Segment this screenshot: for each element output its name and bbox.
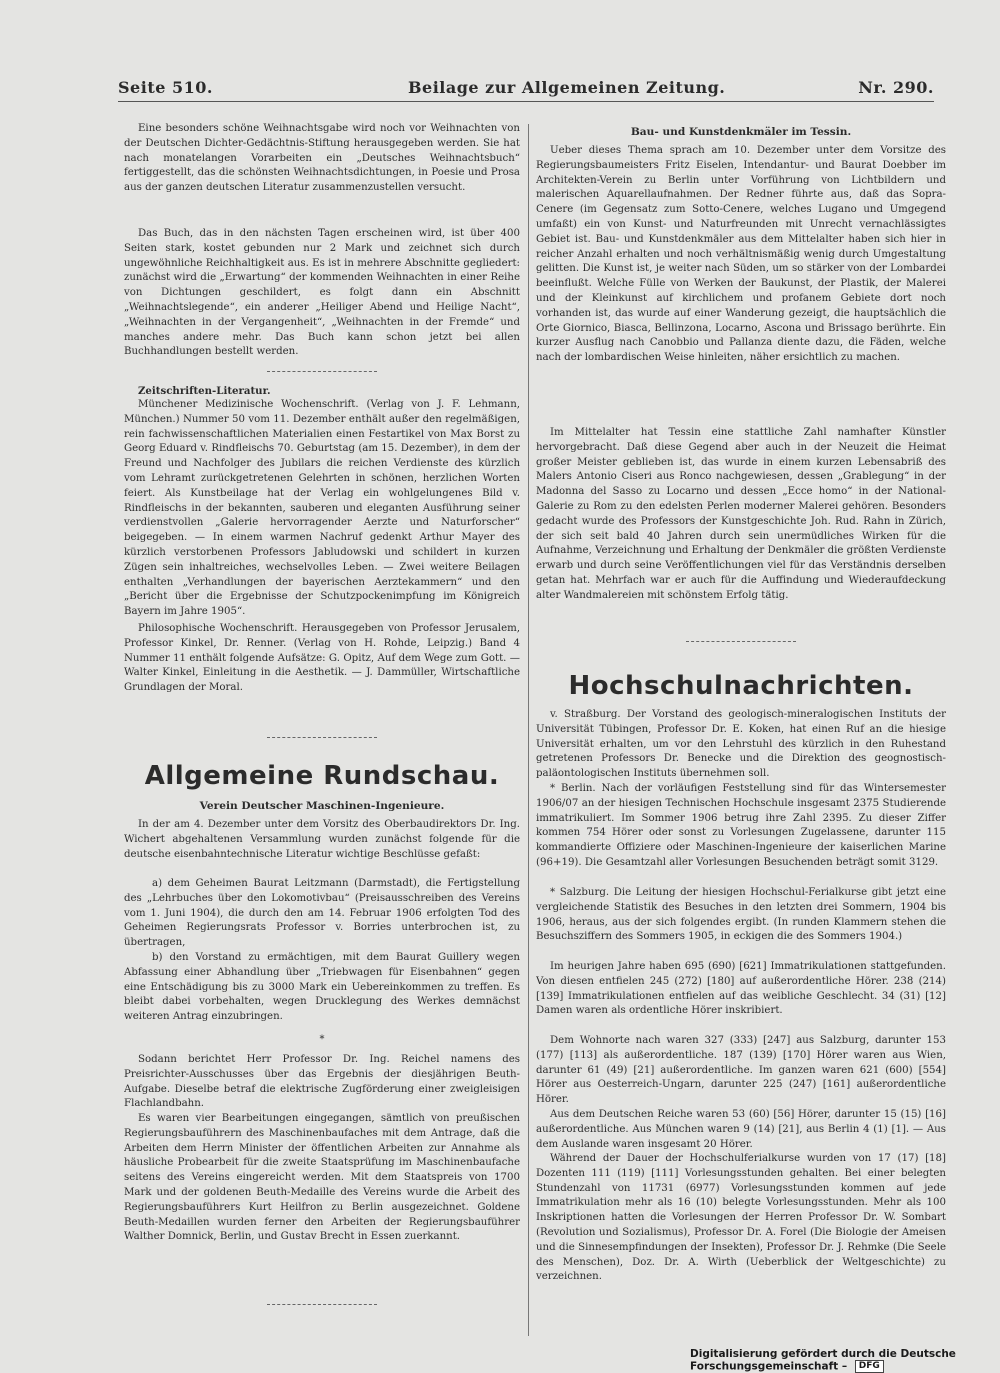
intro-paragraph-1: Eine besonders schöne Weihnachtsgabe wird noch vor Weihnachten von der Deutschen Dichter-Gedächtnis-Stiftung herausgegeben werden. Sie hat nach monatelangen Vorarbeiten ein „Deutsches Weihnachtsbuch“ fertiggestellt, das die schönsten Weihnachtsdichtungen, in Poesie und Prosa aus der ganzen deutschen Literatur zusammenzustellen versucht. bbox=[124, 123, 520, 194]
ornament-divider bbox=[124, 360, 520, 382]
intro-paragraph-2: Das Buch, das in den nächsten Tagen erscheinen wird, ist über 400 Seiten stark, kostet gebunden nur 2 Mark und zeichnet sich durch ungewöhnliche Reichhaltigkeit aus. Es ist in mehrere Abschnitte gegliedert: zunächst wird die „Erwartung“ der kommenden Weihnachten in einer Reihe von Dichtungen geschildert, es folgt dann ein Abschnitt „Weihnachtslegende“, ein anderer „Heiliger Abend und Heilige Nacht“, „Weihnachten in der Vergangenheit“, „Weihnachten in der Fremde“ und manches andere mehr. Das Buch kann schon jetzt bei allen Buchhandlungen bestellt werden. bbox=[124, 228, 520, 358]
ornament-divider-3 bbox=[124, 1293, 520, 1315]
right-column bbox=[536, 122, 946, 1286]
publication-title: Beilage zur Allgemeinen Zeitung. bbox=[408, 78, 726, 97]
separator-star: * bbox=[319, 1034, 325, 1045]
verein-paragraph-4: Sodann berichtet Herr Professor Dr. Ing. Reichel namens des Preisrichter-Ausschusses über das Ergebnis der diesjährigen Beuth-Aufgabe. Dieselbe betraf die elektrische Zugförderung einer zweigleisigen Flachlandbahn. bbox=[124, 1054, 520, 1110]
left-column bbox=[124, 122, 520, 1315]
kunst-paragraph-1: Ueber dieses Thema sprach am 10. Dezember unter dem Vorsitze des Regierungsbaumeisters Fritz Eiselen, Intendantur- und Baurat Doebber im Architekten-Verein zu Berlin unter Vorführung von Lichtbildern und malerischen Aquarellaufnahmen. Der Redner führte aus, daß das Sopra-Cenere (im Gegensatz zum Sotto-Cenere, welches Lugano und Umgegend umfaßt) ein von Kunst- und Naturfreunden mit Unrecht vernachlässigtes Gebiet ist. Bau- und Kunstdenkmäler aus dem Mittelalter haben sich hier in reicher Anzahl erhalten und noch verhältnismäßig wenig durch Umgestaltung gelitten. Die Kunst ist, je weiter nach Süden, um so stärker von der Lombardei beeinflußt. Welche Fülle von Werken der Baukunst, der Plastik, der Malerei und der Kleinkunst auf kirchlichem und profanem Gebiete dort noch vorhanden ist, das wurde auf einer Wanderung gezeigt, die hauptsächlich die Orte Giornico, Biasca, Bellinzona, Locarno, Ascona und Brissago berührte. Ein kurzer Ausflug nach Canobbio und Pallanza diente dazu, die Fäden, welche nach der lombardischen Weise hinleiten, näher ersichtlich zu machen. bbox=[536, 145, 946, 364]
column-divider bbox=[528, 124, 529, 1336]
zeitschriften-title: Zeitschriften-Literatur. bbox=[138, 385, 271, 397]
hochschul-heading: Hochschulnachrichten. bbox=[568, 671, 914, 701]
verein-paragraph-2: a) dem Geheimen Baurat Leitzmann (Darmstadt), die Fertigstellung des „Lehrbuches über den Lokomotivbau“ (Preisausschreiben des Vereins vom 1. Juni 1904), die durch den am 14. Februar 1906 erfolgten Tod des Geheimen Regierungsrats Professor v. Borries unterbrochen ist, zu übertragen, bbox=[124, 878, 520, 949]
verein-paragraph-5: Es waren vier Bearbeitungen eingegangen, sämtlich von preußischen Regierungsbauführern des Maschinenbaufaches mit dem Antrage, daß die Arbeiten dem Herrn Minister der öffentlichen Arbeiten zur Annahme als häusliche Probearbeit für die zweite Staatsprüfung im Maschinenbaufache seitens des Vereins eingereicht werden. Mit dem Staatspreis von 1700 Mark und der goldenen Beuth-Medaille des Vereins wurde die Arbeit des Regierungsbauführers Kurt Heilfron zu Berlin ausgezeichnet. Goldene Beuth-Medaillen wurden ferner den Arbeiten der Regierungsbauführer Walther Domnick, Berlin, und Gustav Brecht in Essen zuerkannt. bbox=[124, 1113, 520, 1243]
verein-heading: Verein Deutscher Maschinen-Ingenieure. bbox=[199, 800, 445, 812]
hochschul-paragraph-6: Aus dem Deutschen Reiche waren 53 (60) [56] Hörer, darunter 15 (15) [16] außerordentliche. Aus München waren 9 (14) [21], aus Berlin 4 (1) [1]. — Aus dem Auslande waren insgesamt 20 Hörer. bbox=[536, 1109, 946, 1150]
running-head bbox=[118, 74, 934, 102]
kunst-paragraph-2: Im Mittelalter hat Tessin eine stattliche Zahl namhafter Künstler hervorgebracht. Daß diese Gegend aber auch in der Neuzeit die Heimat großer Meister geblieben ist, das wurde in einem kurzen Lebensabriß des Malers Antonio Ciseri aus Ronco nachgewiesen, dessen „Grablegung“ in der Madonna del Sasso zu Locarno und dessen „Ecce homo“ in der National-Galerie zu Rom zu den edelsten Perlen moderner Malerei gehören. Besonders gedacht wurde des Professors der Kunstgeschichte Joh. Rud. Rahn in Zürich, der sich seit bald 40 Jahren durch sein unermüdliches Wirken für die Aufnahme, Verzeichnung und Erhaltung der Denkmäler die größten Verdienste erwarb und durch seine Veröffentlichungen viel für das Verständnis derselben getan hat. Mehrfach war er auch für die Auffindung und Wiederaufdeckung alter Wandmalereien mit schönstem Erfolg tätig. bbox=[536, 427, 946, 601]
hochschul-paragraph-1: v. Straßburg. Der Vorstand des geologisch-mineralogischen Instituts der Universität Tübingen, Professor Dr. E. Koken, hat einen Ruf an die hiesige Universität erhalten, um vor den Lehrstuhl des kürzlich in den Ruhestand getretenen Professors Dr. Benecke und die Direktion des geognostisch-paläontologischen Instituts übernehmen soll. bbox=[536, 709, 946, 780]
digitization-credit bbox=[690, 1348, 990, 1373]
credit-text: Digitalisierung gefördert durch die Deutsche Forschungsgemeinschaft – bbox=[690, 1348, 956, 1373]
zeitschriften-paragraph-1: Münchener Medizinische Wochenschrift. (Verlag von J. F. Lehmann, München.) Nummer 50 vom 11. Dezember enthält außer den regelmäßigen, rein fachwissenschaftlichen Materialien einen Festartikel von Max Borst zu Georg Eduard v. Rindfleischs 70. Geburtstag (am 15. Dezember), in dem der Freund und Nachfolger des Jubilars die reichen Verdienste des kürzlich vom Lehramt zurückgetretenen Gelehrten in schönen, herzlichen Worten feiert. Als Kunstbeilage hat der Verlag ein wohlgelungenes Bild v. Rindfleischs in der bekannten, sauberen und eleganten Ausführung seiner verdienstvollen „Galerie hervorragender Aerzte und Naturforscher“ beigegeben. — In einem warmen Nachruf gedenkt Arthur Mayer des kürzlich verstorbenen Professors Jabludowski und schildert in kurzen Zügen sein inhaltreiches, wechselvolles Leben. — Zwei weitere Beilagen enthalten „Verhandlungen der bayerischen Aerztekammern“ und den „Bericht über die Ergebnisse der Schutzpockenimpfung im Königreich Bayern im Jahre 1905“. bbox=[124, 399, 520, 618]
verein-paragraph-1: In der am 4. Dezember unter dem Vorsitz des Oberbaudirektors Dr. Ing. Wichert abgehaltenen Versammlung wurden zunächst folgende für die deutsche eisenbahntechnische Literatur wichtige Beschlüsse gefaßt: bbox=[124, 819, 520, 860]
issue-number: Nr. 290. bbox=[858, 78, 934, 97]
dfg-logo: DFG bbox=[855, 1360, 884, 1373]
page-number: Seite 510. bbox=[118, 78, 213, 97]
rundschau-heading: Allgemeine Rundschau. bbox=[144, 761, 500, 791]
header-rule bbox=[118, 101, 934, 102]
hochschul-paragraph-2: * Berlin. Nach der vorläufigen Feststellung sind für das Wintersemester 1906/07 an der hiesigen Technischen Hochschule insgesamt 2375 Studierende immatrikuliert. Im Sommer 1906 betrug ihre Zahl 2395. Zu dieser Ziffer kommen 754 Hörer oder sonst zu Vorlesungen Zugelassene, darunter 115 kommandierte Offiziere oder Maschinen-Ingenieure der kaiserlichen Marine (96+19). Die Gesamtzahl aller Vorlesungen Besuchenden beträgt somit 3129. bbox=[536, 783, 946, 868]
ornament-divider-4 bbox=[536, 630, 946, 652]
hochschul-paragraph-5: Dem Wohnorte nach waren 327 (333) [247] aus Salzburg, darunter 153 (177) [113] als außerordentliche. 187 (139) [170] Hörer waren aus Wien, darunter 61 (49) [21] außerordentliche. Im ganzen waren 621 (600) [554] Hörer aus Oesterreich-Ungarn, darunter 225 (247) [161] außerordentliche Hörer. bbox=[536, 1035, 946, 1106]
kunst-heading: Bau- und Kunstdenkmäler im Tessin. bbox=[630, 126, 852, 138]
hochschul-paragraph-3: * Salzburg. Die Leitung der hiesigen Hochschul-Ferialkurse gibt jetzt eine vergleichende Statistik des Besuches in den letzten drei Sommern, 1904 bis 1906, heraus, aus der sich folgendes ergibt. (In runden Klammern stehen die Besuchsziffern des Sommers 1905, in eckigen die des Sommers 1904.) bbox=[536, 887, 946, 943]
hochschul-paragraph-7: Während der Dauer der Hochschulferialkurse wurden von 17 (17) [18] Dozenten 111 (119) [111] Vorlesungsstunden gehalten. Bei einer belegten Stundenzahl von 11731 (6977) Vorlesungsstunden kommen auf jede Immatrikulation mehr als 16 (10) belegte Vorlesungsstunden. Mehr als 100 Inskriptionen hatten die Vorlesungen der Herren Professor Dr. W. Sombart (Revolution und Sozialismus), Professor Dr. A. Forel (Die Biologie der Ameisen und die Sinnesempfindungen der Insekten), Professor Dr. J. Rehmke (Die Seele des Menschen), Doz. Dr. A. Wirth (Ueberblick der Weltgeschichte) zu verzeichnen. bbox=[536, 1153, 946, 1283]
hochschul-paragraph-4: Im heurigen Jahre haben 695 (690) [621] Immatrikulationen stattgefunden. Von diesen entfielen 245 (272) [180] auf außerordentliche Hörer. 238 (214) [139] Immatrikulationen entfielen auf das weibliche Geschlecht. 34 (31) [12] Damen waren als ordentliche Hörer inskribiert. bbox=[536, 961, 946, 1017]
ornament-divider-2 bbox=[124, 726, 520, 748]
zeitschriften-paragraph-2: Philosophische Wochenschrift. Herausgegeben von Professor Jerusalem, Professor Kinkel, Dr. Renner. (Verlag von H. Rohde, Leipzig.) Band 4 Nummer 11 enthält folgende Aufsätze: G. Opitz, Auf dem Wege zum Gott. — Walter Kinkel, Einleitung in die Aesthetik. — J. Dammüller, Wirtschaftliche Grundlagen der Moral. bbox=[124, 623, 520, 694]
verein-paragraph-3: b) den Vorstand zu ermächtigen, mit dem Baurat Guillery wegen Abfassung einer Abhandlung über „Triebwagen für Eisenbahnen“ gegen eine Entschädigung bis zu 3000 Mark ein Uebereinkommen zu treffen. Es bleibt dabei vorbehalten, wegen Drucklegung des Werkes demnächst weiteren Antrag einzubringen. bbox=[124, 952, 520, 1023]
